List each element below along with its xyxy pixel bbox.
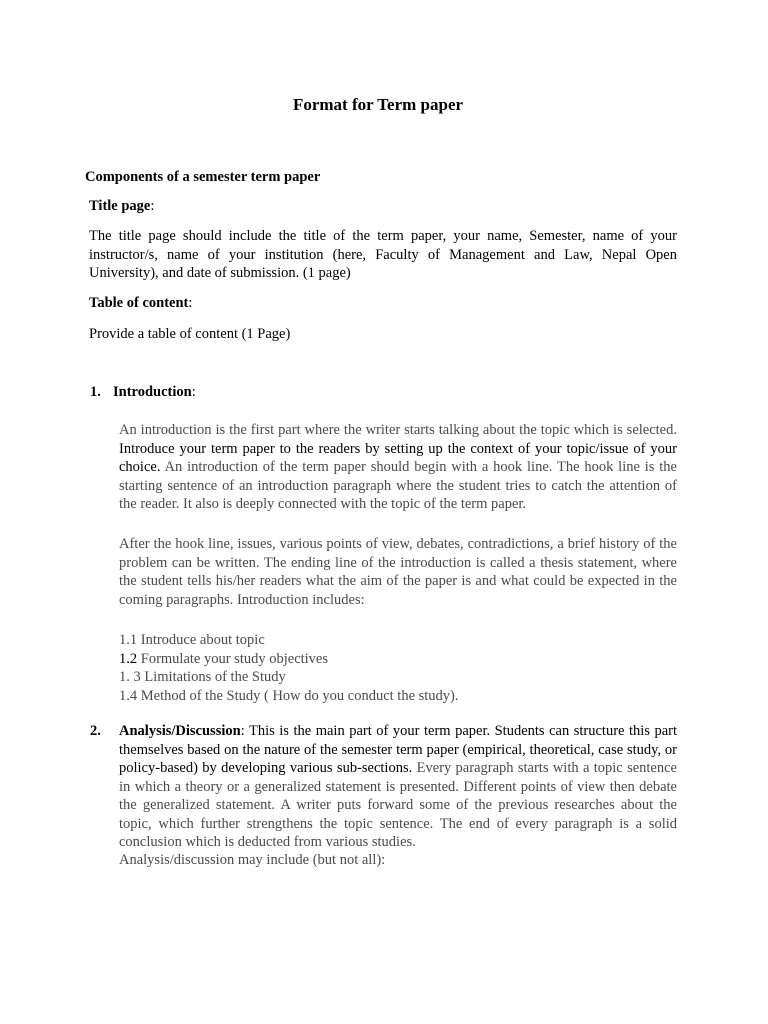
toc-heading-text: Table of content: [89, 295, 189, 311]
list-item-number: 1.1: [119, 632, 138, 648]
section2-number: 2.: [90, 723, 101, 739]
section1-p1-part2: Introduce your term paper to the readers by setting up the context of your topic/issue of your choice.: [119, 440, 677, 475]
list-item: [119, 668, 679, 687]
list-item: [119, 650, 679, 669]
section2-text-part1: : This is the main part of your term paper. Students can structure this part themselves based on the nature of the semester term paper (empirical, theoretical, case study, or policy-based) by developing various sub-sections.: [119, 723, 677, 776]
section2-paragraph: [119, 722, 677, 852]
section1-p1-part1: An introduction is the first part where the writer starts talking about the topic which is selected.: [119, 422, 677, 438]
section1-paragraph1: [119, 421, 677, 514]
page-title: Format for Term paper: [292, 95, 464, 114]
components-heading: Components of a semester term paper: [85, 169, 321, 185]
list-item-number: 1.2: [119, 650, 138, 667]
list-item-text: Method of the Study ( How do you conduct the study).: [137, 687, 459, 704]
title-page-colon: :: [150, 198, 155, 214]
section1-paragraph2: After the hook line, issues, various points of view, debates, contradictions, a brief history of the problem can be written. The ending line of the introduction is called a thesis statement, where the student tells his/her readers what the aim of the paper is and what could be expected in the coming paragraphs. Introduction includes:: [119, 536, 677, 608]
toc-heading: [89, 294, 192, 313]
section2-heading: Analysis/Discussion: [119, 723, 241, 739]
section2-text-part2: Every paragraph starts with a topic sentence in which a theory or a generalized statement is presented. Different points of view then debate the generalized statement. A writer puts forward some of the previous researches about the topic, which further strengthens the topic sentence. The end of every paragraph is a solid conclusion which is deducted from various studies.: [119, 760, 677, 850]
section1-heading: [113, 383, 196, 402]
list-item: [119, 631, 679, 650]
list-item-text: Formulate your study objectives: [137, 650, 329, 667]
title-page-paragraph: The title page should include the title of the term paper, your name, Semester, name of your instructor/s, name of your institution (here, Faculty of Management and Law, Nepal Open University), and date of submission. (1 page): [89, 228, 677, 281]
section2-last-line: Analysis/discussion may include (but not all):: [119, 852, 386, 868]
section1-list: [119, 631, 679, 705]
section1-number: 1.: [90, 384, 101, 400]
list-item-number: 1.4: [119, 687, 138, 704]
toc-paragraph: Provide a table of content (1 Page): [89, 326, 291, 342]
section1-heading-text: Introduction: [113, 384, 192, 400]
title-page-heading-text: Title page: [89, 198, 151, 214]
list-item-text: Limitations of the Study: [140, 669, 286, 685]
list-item: [119, 687, 679, 706]
toc-colon: :: [188, 295, 193, 311]
section1-colon: :: [191, 384, 196, 400]
list-item-number: 1. 3: [119, 669, 141, 685]
section1-p1-part3: An introduction of the term paper should begin with a hook line. The hook line is the starting sentence of an introduction paragraph where the student tries to catch the attention of the reader. It also is deeply connected with the topic of the term paper.: [119, 459, 677, 512]
title-page-heading: [89, 197, 154, 216]
list-item-text: Introduce about topic: [137, 632, 265, 648]
